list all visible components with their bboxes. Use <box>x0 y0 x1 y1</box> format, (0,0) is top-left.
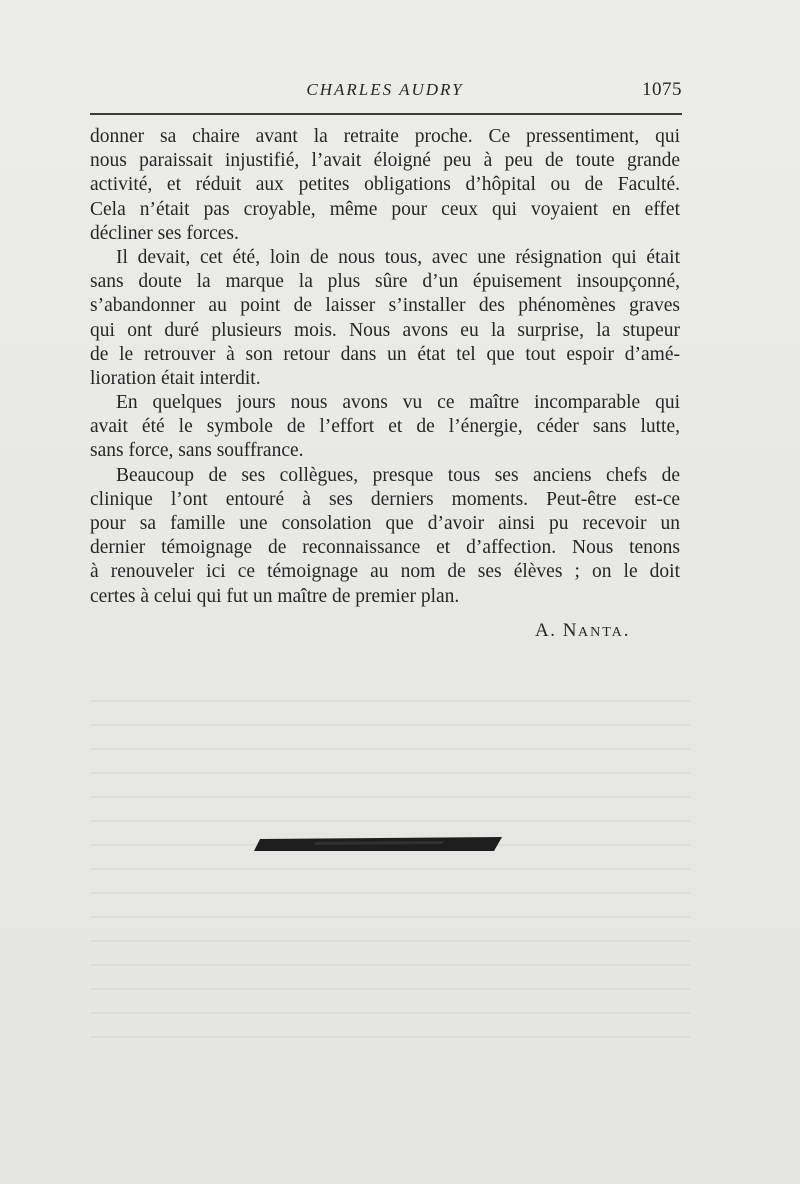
header-rule <box>90 113 682 115</box>
signature-period: . <box>623 620 630 641</box>
text-line: s’abandonner au point de laisser s’installer des phénomènes graves <box>90 295 680 317</box>
text-line: décliner ses forces. <box>90 222 239 244</box>
body-text <box>90 125 680 609</box>
text-line: sans doute la marque la plus sûre d’un épuisement insoupçonné, <box>90 271 680 293</box>
running-title: CHARLES AUDRY <box>306 80 464 99</box>
text-line: nous paraissait injustifié, l’avait éloigné peu à peu de toute grande <box>90 150 680 172</box>
paragraph-start-line: Il devait, cet été, loin de nous tous, avec une résignation qui était <box>116 246 680 268</box>
text-line: dernier témoignage de reconnaissance et d’affection. Nous tenons <box>90 537 680 559</box>
end-ornament-rule <box>254 835 502 853</box>
signature-initial: A. <box>535 620 557 641</box>
text-line: clinique l’ont entouré à ses derniers moments. Peut-être est-ce <box>90 488 680 510</box>
text-line: avait été le symbole de l’effort et de l’énergie, céder sans lutte, <box>90 416 680 438</box>
text-line: donner sa chaire avant la retraite proche. Ce pressentiment, qui <box>90 126 680 147</box>
text-line: à renouveler ici ce témoignage au nom de ses élèves ; on le doit <box>90 561 680 583</box>
text-line: certes à celui qui fut un maître de premier plan. <box>90 585 460 607</box>
signature-name-initial: N <box>562 620 578 641</box>
text-line: activité, et réduit aux petites obligations d’hôpital ou de Faculté. <box>90 174 680 196</box>
paragraph-start-line: En quelques jours nous avons vu ce maître incomparable qui <box>116 392 680 414</box>
paragraph-start-line: Beaucoup de ses collègues, presque tous ses anciens chefs de <box>116 464 680 486</box>
page-number: 1075 <box>642 79 682 100</box>
signature-name-rest: ANTA <box>577 625 624 640</box>
text-line: Cela n’était pas croyable, même pour ceux qui voyaient en effet <box>90 198 680 220</box>
paper-show-through <box>90 700 690 1060</box>
text-line: sans force, sans souffrance. <box>90 440 304 462</box>
text-line: lioration était interdit. <box>90 367 261 389</box>
text-line: qui ont duré plusieurs mois. Nous avons eu la surprise, la stupeur <box>90 319 680 341</box>
running-header <box>90 78 680 102</box>
text-line: de le retrouver à son retour dans un état tel que tout espoir d’amé- <box>90 343 680 365</box>
author-signature <box>535 620 630 642</box>
text-line: pour sa famille une consolation que d’avoir ainsi pu recevoir un <box>90 513 680 534</box>
